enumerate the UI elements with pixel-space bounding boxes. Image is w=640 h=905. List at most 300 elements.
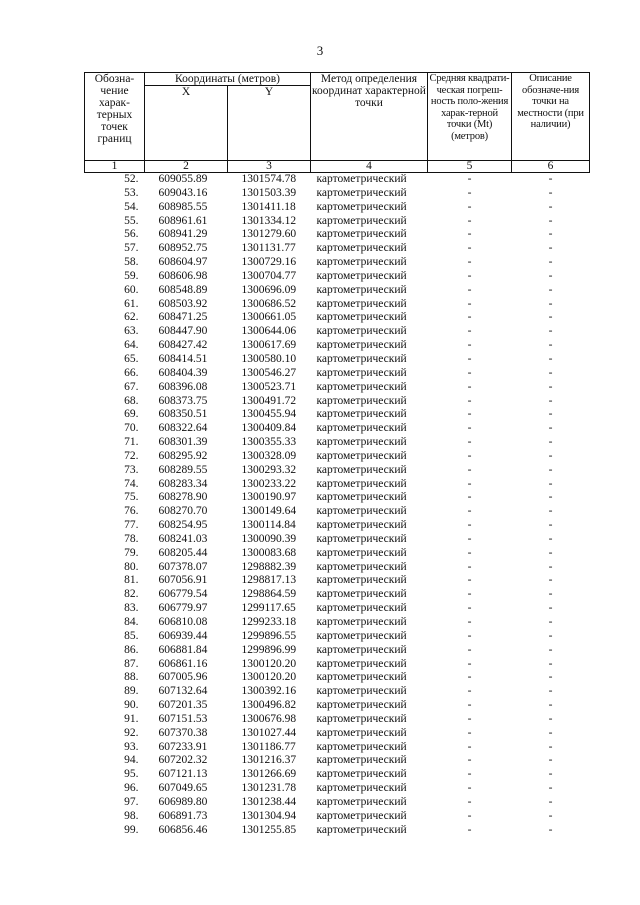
description-cell: - [548, 173, 553, 185]
point-number: 70. [124, 422, 139, 435]
column-number-row [85, 161, 590, 173]
coordinate-y: 1301131.77 [241, 242, 296, 255]
coordinate-y: 1300617.69 [241, 339, 297, 352]
method-cell: картометрический [316, 352, 407, 365]
point-number: 65. [124, 352, 139, 365]
description-cell: - [548, 712, 553, 725]
table-row [85, 519, 590, 533]
error-cell: - [467, 712, 472, 725]
coordinate-x: 608301.39 [158, 436, 208, 449]
coordinate-x: 608270.70 [158, 505, 208, 518]
coordinate-y: 1300293.32 [241, 463, 297, 476]
method-cell: картометрический [316, 242, 407, 255]
point-number: 68. [124, 394, 139, 407]
coordinate-x: 608205.44 [158, 546, 208, 559]
error-cell: - [467, 339, 472, 352]
method-cell: картометрический [316, 297, 407, 310]
error-cell: - [467, 782, 472, 795]
method-cell: картометрический [316, 380, 407, 393]
description-cell: - [548, 574, 553, 587]
table-row [85, 242, 590, 256]
point-number: 69. [124, 408, 139, 421]
table-row [85, 505, 590, 519]
method-cell: картометрический [316, 394, 407, 407]
description-cell: - [548, 422, 553, 435]
point-number: 87. [124, 657, 139, 670]
description-cell: - [548, 352, 553, 365]
table-row [85, 588, 590, 602]
coordinate-x: 607370.38 [158, 726, 208, 739]
header-y: Y [228, 86, 311, 161]
point-number: 93. [124, 740, 139, 753]
coordinate-y: 1301216.37 [241, 754, 297, 767]
coordinate-x: 607121.13 [158, 768, 208, 781]
coordinate-x: 608289.55 [158, 463, 208, 476]
coordinate-y: 1301411.18 [241, 200, 296, 213]
error-cell: - [467, 671, 472, 684]
table-row [85, 436, 590, 450]
point-number: 64. [124, 339, 139, 352]
coordinate-x: 608548.89 [158, 283, 208, 296]
coordinate-y: 1300233.22 [241, 477, 297, 490]
coordinate-y: 1300409.84 [241, 422, 297, 435]
coordinate-x: 607202.32 [158, 754, 208, 767]
table-row [85, 768, 590, 782]
method-cell: картометрический [316, 505, 407, 518]
table-row [85, 630, 590, 644]
coordinate-x: 608414.51 [158, 352, 208, 365]
coordinate-y: 1301238.44 [241, 795, 297, 808]
description-cell: - [548, 200, 553, 213]
header-coordinates: Координаты (метров) [145, 73, 311, 86]
coordinate-x: 608396.08 [158, 380, 208, 393]
error-cell: - [467, 380, 472, 393]
table-row [85, 561, 590, 575]
point-number: 52. [124, 173, 139, 185]
coordinate-y: 1300355.33 [241, 436, 297, 449]
point-number: 78. [124, 532, 139, 545]
coordinate-y: 1299896.99 [241, 643, 297, 656]
point-number: 90. [124, 699, 139, 712]
coordinate-y: 1300455.94 [241, 408, 297, 421]
description-cell: - [548, 491, 553, 504]
coordinate-x: 608606.98 [158, 269, 208, 282]
description-cell: - [548, 242, 553, 255]
description-cell: - [548, 297, 553, 310]
table-row [85, 671, 590, 685]
column-number: 6 [512, 161, 590, 173]
description-cell: - [548, 519, 553, 532]
coordinate-x: 607049.65 [158, 782, 208, 795]
point-number: 63. [124, 325, 139, 338]
table-row [85, 228, 590, 242]
method-cell: картометрический [316, 463, 407, 476]
description-cell: - [548, 588, 553, 601]
method-cell: картометрический [316, 685, 407, 698]
method-cell: картометрический [316, 228, 407, 241]
table-row [85, 713, 590, 727]
error-cell: - [467, 200, 472, 213]
table-row [85, 311, 590, 325]
coordinate-x: 608283.34 [158, 477, 208, 490]
coordinate-x: 608350.51 [158, 408, 208, 421]
description-cell: - [548, 809, 553, 822]
table-row [85, 685, 590, 699]
point-number: 60. [124, 283, 139, 296]
description-cell: - [548, 408, 553, 421]
coordinate-x: 609055.89 [158, 173, 208, 185]
table-row [85, 353, 590, 367]
method-cell: картометрический [316, 643, 407, 656]
method-cell: картометрический [316, 449, 407, 462]
error-cell: - [467, 616, 472, 628]
coordinate-y: 1300523.71 [241, 380, 297, 393]
coordinate-x: 608952.75 [158, 242, 208, 255]
description-cell: - [548, 505, 553, 518]
method-cell: картометрический [316, 422, 407, 435]
coordinate-x: 608961.61 [158, 214, 208, 227]
description-cell: - [548, 699, 553, 712]
table-row [85, 602, 590, 616]
coordinate-y: 1300661.05 [241, 311, 297, 324]
coordinate-x: 606939.44 [158, 629, 208, 642]
table-row [85, 215, 590, 229]
point-number: 85. [124, 629, 139, 642]
method-cell: картометрический [316, 574, 407, 587]
point-number: 99. [124, 823, 139, 836]
coordinate-y: 1300580.10 [241, 352, 297, 365]
table-row [85, 395, 590, 409]
coordinate-y: 1301304.94 [241, 809, 297, 822]
error-cell: - [467, 643, 472, 656]
column-number: 2 [145, 161, 228, 173]
table-header [85, 73, 590, 173]
description-cell: - [548, 671, 553, 684]
header-description: Описание обозначе-ния точки на местности (при наличии) [512, 73, 590, 161]
coordinate-y: 1300114.84 [241, 519, 296, 532]
error-cell: - [467, 283, 472, 296]
point-number: 54. [124, 200, 139, 213]
point-number: 66. [124, 366, 139, 379]
description-cell: - [548, 643, 553, 656]
coordinate-x: 606891.73 [158, 809, 208, 822]
method-cell: картометрический [316, 546, 407, 559]
coordinates-table [84, 72, 590, 838]
table-row [85, 658, 590, 672]
coordinate-x: 608447.90 [158, 325, 208, 338]
method-cell: картометрический [316, 408, 407, 421]
coordinate-y: 1300676.98 [241, 712, 297, 725]
error-cell: - [467, 228, 472, 241]
method-cell: картометрический [316, 366, 407, 379]
coordinate-y: 1300491.72 [241, 394, 297, 407]
coordinate-x: 606779.97 [158, 602, 208, 615]
error-cell: - [467, 602, 472, 615]
table-row [85, 339, 590, 353]
method-cell: картометрический [316, 214, 407, 227]
coordinate-y: 1300496.82 [241, 699, 297, 712]
point-number: 53. [124, 186, 139, 199]
header-point-designation: Обозна-чение харак-терных точек границ [85, 73, 145, 161]
method-cell: картометрический [316, 629, 407, 642]
method-cell: картометрический [316, 823, 407, 836]
point-number: 76. [124, 505, 139, 518]
table-row [85, 824, 590, 838]
coordinate-x: 609043.16 [158, 186, 208, 199]
coordinate-y: 1298882.39 [241, 560, 297, 573]
error-cell: - [467, 449, 472, 462]
error-cell: - [467, 352, 472, 365]
column-number: 1 [85, 161, 145, 173]
header-x: X [145, 86, 228, 161]
point-number: 84. [124, 616, 139, 628]
header-mean-square-error: Средняя квадрати-ческая погреш-ность поло-жения харак-терной точки (Mt) (метров) [428, 73, 512, 161]
error-cell: - [467, 214, 472, 227]
error-cell: - [467, 394, 472, 407]
coordinate-x: 608471.25 [158, 311, 208, 324]
method-cell: картометрический [316, 186, 407, 199]
point-number: 61. [124, 297, 139, 310]
table-row [85, 574, 590, 588]
table-row [85, 381, 590, 395]
description-cell: - [548, 532, 553, 545]
coordinate-x: 606856.46 [158, 823, 208, 836]
method-cell: картометрический [316, 519, 407, 532]
point-number: 62. [124, 311, 139, 324]
coordinate-x: 608295.92 [158, 449, 208, 462]
description-cell: - [548, 726, 553, 739]
coordinate-y: 1301186.77 [241, 740, 296, 753]
coordinate-x: 608278.90 [158, 491, 208, 504]
table-row [85, 616, 590, 630]
table-row [85, 422, 590, 436]
coordinate-x: 606861.16 [158, 657, 208, 670]
table-row [85, 644, 590, 658]
method-cell: картометрический [316, 325, 407, 338]
point-number: 98. [124, 809, 139, 822]
point-number: 97. [124, 795, 139, 808]
coordinate-y: 1299233.18 [241, 616, 297, 628]
coordinate-x: 606779.54 [158, 588, 208, 601]
method-cell: картометрический [316, 491, 407, 504]
coordinate-x: 608503.92 [158, 297, 208, 310]
description-cell: - [548, 740, 553, 753]
coordinate-x: 607151.53 [158, 712, 208, 725]
coordinate-x: 608604.97 [158, 256, 208, 269]
table-row [85, 491, 590, 505]
method-cell: картометрический [316, 436, 407, 449]
error-cell: - [467, 546, 472, 559]
error-cell: - [467, 366, 472, 379]
description-cell: - [548, 795, 553, 808]
method-cell: картометрический [316, 173, 407, 185]
error-cell: - [467, 629, 472, 642]
description-cell: - [548, 754, 553, 767]
coordinate-x: 608322.64 [158, 422, 208, 435]
description-cell: - [548, 214, 553, 227]
point-number: 94. [124, 754, 139, 767]
error-cell: - [467, 256, 472, 269]
point-number: 58. [124, 256, 139, 269]
description-cell: - [548, 560, 553, 573]
coordinate-y: 1300696.09 [241, 283, 297, 296]
point-number: 81. [124, 574, 139, 587]
point-number: 55. [124, 214, 139, 227]
point-number: 88. [124, 671, 139, 684]
point-number: 89. [124, 685, 139, 698]
error-cell: - [467, 269, 472, 282]
description-cell: - [548, 685, 553, 698]
description-cell: - [548, 269, 553, 282]
method-cell: картометрический [316, 560, 407, 573]
description-cell: - [548, 256, 553, 269]
table-row [85, 284, 590, 298]
coordinate-y: 1300729.16 [241, 256, 297, 269]
error-cell: - [467, 574, 472, 587]
table-row [85, 478, 590, 492]
point-number: 77. [124, 519, 139, 532]
point-number: 57. [124, 242, 139, 255]
description-cell: - [548, 477, 553, 490]
method-cell: картометрический [316, 671, 407, 684]
point-number: 91. [124, 712, 139, 725]
method-cell: картометрический [316, 200, 407, 213]
coordinate-y: 1301334.12 [241, 214, 297, 227]
method-cell: картометрический [316, 532, 407, 545]
method-cell: картометрический [316, 269, 407, 282]
coordinate-y: 1301503.39 [241, 186, 297, 199]
coordinate-x: 608427.42 [158, 339, 208, 352]
coordinate-x: 608373.75 [158, 394, 208, 407]
table-row [85, 201, 590, 215]
point-number: 80. [124, 560, 139, 573]
coordinate-x: 607201.35 [158, 699, 208, 712]
point-number: 96. [124, 782, 139, 795]
table-row [85, 754, 590, 768]
coordinate-x: 608254.95 [158, 519, 208, 532]
error-cell: - [467, 560, 472, 573]
coordinate-y: 1301255.85 [241, 823, 297, 836]
table-row [85, 173, 590, 187]
point-number: 71. [124, 436, 139, 449]
table-row [85, 796, 590, 810]
coordinate-y: 1299896.55 [241, 629, 297, 642]
table-row [85, 256, 590, 270]
error-cell: - [467, 505, 472, 518]
error-cell: - [467, 740, 472, 753]
coordinate-y: 1300704.77 [241, 269, 297, 282]
coordinate-y: 1300083.68 [241, 546, 297, 559]
error-cell: - [467, 823, 472, 836]
page-number: 3 [316, 43, 324, 58]
error-cell: - [467, 685, 472, 698]
method-cell: картометрический [316, 616, 407, 628]
coordinate-y: 1300120.20 [241, 671, 297, 684]
coordinate-x: 608985.55 [158, 200, 208, 213]
method-cell: картометрический [316, 477, 407, 490]
method-cell: картометрический [316, 588, 407, 601]
description-cell: - [548, 629, 553, 642]
description-cell: - [548, 616, 553, 628]
point-number: 67. [124, 380, 139, 393]
method-cell: картометрический [316, 256, 407, 269]
table-row [85, 727, 590, 741]
description-cell: - [548, 657, 553, 670]
method-cell: картометрический [316, 740, 407, 753]
point-number: 79. [124, 546, 139, 559]
table-row [85, 450, 590, 464]
error-cell: - [467, 311, 472, 324]
description-cell: - [548, 283, 553, 296]
error-cell: - [467, 519, 472, 532]
coordinate-y: 1301027.44 [241, 726, 297, 739]
error-cell: - [467, 726, 472, 739]
description-cell: - [548, 311, 553, 324]
description-cell: - [548, 782, 553, 795]
error-cell: - [467, 173, 472, 185]
description-cell: - [548, 768, 553, 781]
coordinate-y: 1301266.69 [241, 768, 297, 781]
description-cell: - [548, 449, 553, 462]
error-cell: - [467, 325, 472, 338]
coordinate-x: 607056.91 [158, 574, 208, 587]
coordinate-x: 608941.29 [158, 228, 208, 241]
column-number: 3 [228, 161, 311, 173]
method-cell: картометрический [316, 712, 407, 725]
coordinate-y: 1300392.16 [241, 685, 297, 698]
method-cell: картометрический [316, 283, 407, 296]
description-cell: - [548, 463, 553, 476]
point-number: 83. [124, 602, 139, 615]
error-cell: - [467, 297, 472, 310]
description-cell: - [548, 436, 553, 449]
table-row [85, 367, 590, 381]
error-cell: - [467, 588, 472, 601]
coordinate-y: 1300546.27 [241, 366, 297, 379]
table-row [85, 270, 590, 284]
error-cell: - [467, 532, 472, 545]
method-cell: картометрический [316, 602, 407, 615]
point-number: 56. [124, 228, 139, 241]
description-cell: - [548, 546, 553, 559]
table-body [85, 173, 590, 838]
coordinate-x: 606810.08 [158, 616, 208, 628]
description-cell: - [548, 325, 553, 338]
error-cell: - [467, 186, 472, 199]
method-cell: картометрический [316, 795, 407, 808]
description-cell: - [548, 228, 553, 241]
coordinate-y: 1298817.13 [241, 574, 297, 587]
point-number: 73. [124, 463, 139, 476]
coordinate-x: 606989.80 [158, 795, 208, 808]
error-cell: - [467, 463, 472, 476]
coordinate-y: 1300190.97 [241, 491, 297, 504]
table-row [85, 810, 590, 824]
description-cell: - [548, 339, 553, 352]
method-cell: картометрический [316, 311, 407, 324]
method-cell: картометрический [316, 657, 407, 670]
column-number: 4 [311, 161, 428, 173]
point-number: 86. [124, 643, 139, 656]
error-cell: - [467, 699, 472, 712]
table-row [85, 782, 590, 796]
table-row [85, 741, 590, 755]
column-number: 5 [428, 161, 512, 173]
method-cell: картометрический [316, 699, 407, 712]
coordinate-y: 1300120.20 [241, 657, 297, 670]
table-row [85, 187, 590, 201]
point-number: 72. [124, 449, 139, 462]
